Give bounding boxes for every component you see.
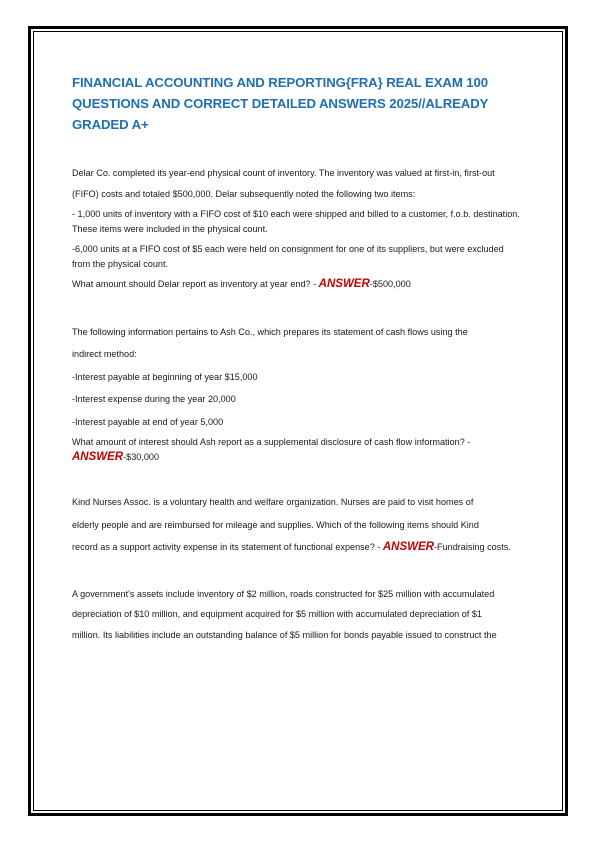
q2-text-4: -Interest expense during the year 20,000 (72, 394, 236, 404)
q3-question (72, 540, 524, 555)
q1-text-3: - 1,000 units of inventory with a FIFO cost of $10 each were shipped and billed to a customer, f.o.b. destination. These items were included in the physical count. (72, 209, 520, 234)
q1-question-text: What amount should Delar report as inventory at year end? - (72, 279, 319, 289)
q4-text-1: A government's assets include inventory of $2 million, roads constructed for $25 million with accumulated (72, 588, 495, 599)
q1-text-1: Delar Co. completed its year-end physical count of inventory. The inventory was valued at first-in, first-out (72, 168, 495, 178)
q2-answer-label: ANSWER (72, 450, 124, 463)
q4-text-2: depreciation of $10 million, and equipment acquired for $5 million with accumulated depreciation of $1 (72, 609, 482, 619)
q2-text-3: -Interest payable at beginning of year $15,000 (72, 371, 258, 382)
question-1 (72, 166, 524, 292)
q1-question (72, 277, 524, 292)
q3-question-text: record as a support activity expense in its statement of functional expense? - (72, 542, 383, 552)
document-title: FINANCIAL ACCOUNTING AND REPORTING{FRA} REAL EXAM 100 QUESTIONS AND CORRECT DETAILED ANSWERS 2025//ALREADY GRADED A+ (72, 75, 489, 132)
document-body (72, 72, 524, 642)
q2-text-2: indirect method: (72, 349, 137, 359)
q3-text-1: Kind Nurses Assoc. is a voluntary health and welfare organization. Nurses are paid to visit homes of (72, 497, 474, 507)
q1-answer-label: ANSWER (318, 278, 370, 290)
q1-text-2: (FIFO) costs and totaled $500,000. Delar subsequently noted the following two items: (72, 188, 416, 199)
q2-text-5: -Interest payable at end of year 5,000 (72, 416, 224, 427)
q2-answer-text: -$30,000 (123, 451, 160, 462)
q1-answer-text: -$500,000 (369, 279, 411, 289)
q3-answer-text: -Fundraising costs. (434, 542, 511, 552)
q4-text-3: million. Its liabilities include an outstanding balance of $5 million for bonds payable issued to construct the (72, 629, 497, 640)
q1-text-4: -6,000 units at a FIFO cost of $5 each were held on consignment for one of its suppliers, but were excluded from the physical count. (72, 244, 504, 269)
question-2 (72, 325, 524, 465)
q3-text-2: elderly people and are reimbursed for mileage and supplies. Which of the following items should Kind (72, 519, 479, 530)
q2-text-1: The following information pertains to Ash Co., which prepares its statement of cash flows using the (72, 326, 468, 337)
q3-answer-label: ANSWER (382, 541, 434, 553)
q2-question (72, 435, 524, 464)
question-3 (72, 495, 524, 555)
q2-question-text: What amount of interest should Ash report as a supplemental disclosure of cash flow information? - (72, 437, 471, 447)
question-4 (72, 587, 524, 643)
